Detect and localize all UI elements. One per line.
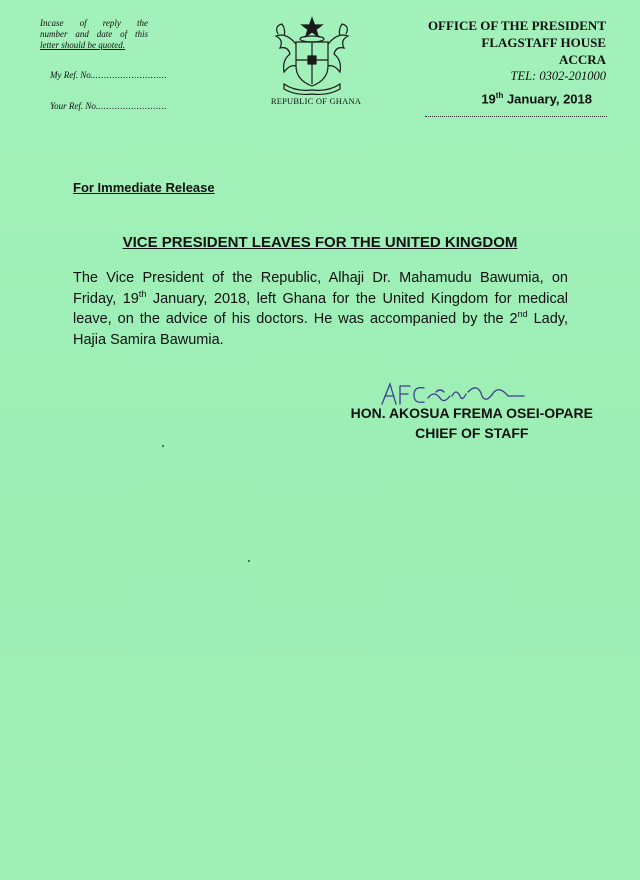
signatory — [351, 403, 593, 443]
paper-speck — [162, 445, 164, 447]
letter-date: 19th January, 2018 — [481, 91, 592, 107]
release-label: For Immediate Release — [73, 180, 215, 195]
press-release-body: The Vice President of the Republic, Alhaji Dr. Mahamudu Bawumia, on Friday, 19th January, 2018, left Ghana for the United Kingdom for medical leave, on the advice of his doctors. He was accompanied by the 2nd Lady, Hajia Samira Bawumia. — [73, 270, 568, 348]
your-ref-line: Your Ref. No.......................... — [50, 101, 167, 111]
signatory-title: CHIEF OF STAFF — [415, 425, 529, 441]
paper-speck — [248, 560, 250, 562]
ghana-coat-of-arms-icon — [266, 14, 358, 96]
dotted-divider — [425, 116, 607, 117]
press-release-headline: VICE PRESIDENT LEAVES FOR THE UNITED KINGDOM — [122, 234, 518, 251]
office-address: OFFICE OF THE PRESIDENT FLAGSTAFF HOUSE ACCRA TEL: 0302-201000 — [386, 17, 606, 85]
my-ref-line: My Ref. No............................ — [50, 70, 168, 80]
reply-instruction: Incase of reply the number and date of this letter should be quoted. — [40, 18, 148, 50]
crest-caption: REPUBLIC OF GHANA — [270, 96, 362, 106]
office-telephone: TEL: 0302-201000 — [510, 69, 606, 83]
signatory-name: HON. AKOSUA FREMA OSEI-OPARE — [350, 405, 593, 421]
